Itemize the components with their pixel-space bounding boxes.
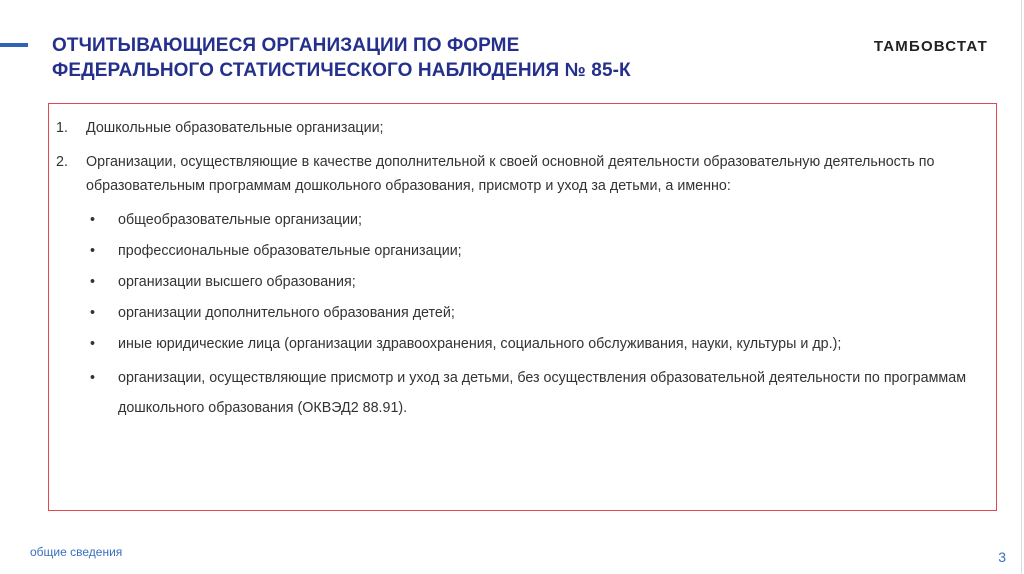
section-label: общие сведения: [30, 545, 123, 559]
bullet-text: иные юридические лица (организации здравоохранения, социального обслуживания, науки, культуры и др.);: [118, 336, 842, 352]
brand-logo-text: ТАМБОВСТАТ: [873, 38, 988, 55]
bullet-icon: •: [90, 370, 96, 386]
bullet-text: организации высшего образования;: [118, 274, 356, 290]
item-number: 1.: [56, 120, 68, 136]
bullet-text: общеобразовательные организации;: [118, 212, 363, 228]
bullet-item: [56, 332, 991, 356]
page-number: 3: [998, 549, 1006, 565]
bullet-item: [56, 363, 991, 423]
bullet-item: [56, 301, 991, 325]
content-list: [56, 116, 991, 430]
title-accent-bar: [0, 43, 28, 47]
title-line-1: ОТЧИТЫВАЮЩИЕСЯ ОРГАНИЗАЦИИ ПО ФОРМЕ: [52, 35, 520, 56]
bullet-icon: •: [90, 243, 96, 259]
bullet-text: организации дополнительного образования детей;: [118, 305, 455, 321]
numbered-item-2: [56, 150, 991, 198]
bullet-item: [56, 208, 991, 232]
slide-edge-line: [1021, 0, 1022, 574]
item-text: Дошкольные образовательные организации;: [86, 120, 384, 136]
bullet-text: организации, осуществляющие присмотр и уход за детьми, без осуществления образовательной деятельности по программам дошкольного образования (ОКВЭД2 88.91).: [118, 370, 967, 416]
bullet-icon: •: [90, 336, 96, 352]
bullet-icon: •: [90, 274, 96, 290]
slide-title: [52, 33, 812, 83]
bullet-icon: •: [90, 305, 96, 321]
item-number: 2.: [56, 154, 68, 170]
bullet-text: профессиональные образовательные организации;: [118, 243, 462, 259]
bullet-icon: •: [90, 212, 96, 228]
bullet-list: [56, 208, 991, 423]
item-text: Организации, осуществляющие в качестве дополнительной к своей основной деятельности образовательную деятельность по образовательным программам дошкольного образования, присмотр и уход за детьми, а именно:: [86, 154, 935, 194]
numbered-item-1: [56, 116, 991, 140]
bullet-item: [56, 239, 991, 263]
bullet-item: [56, 270, 991, 294]
title-line-2: ФЕДЕРАЛЬНОГО СТАТИСТИЧЕСКОГО НАБЛЮДЕНИЯ № 85-К: [52, 60, 631, 81]
